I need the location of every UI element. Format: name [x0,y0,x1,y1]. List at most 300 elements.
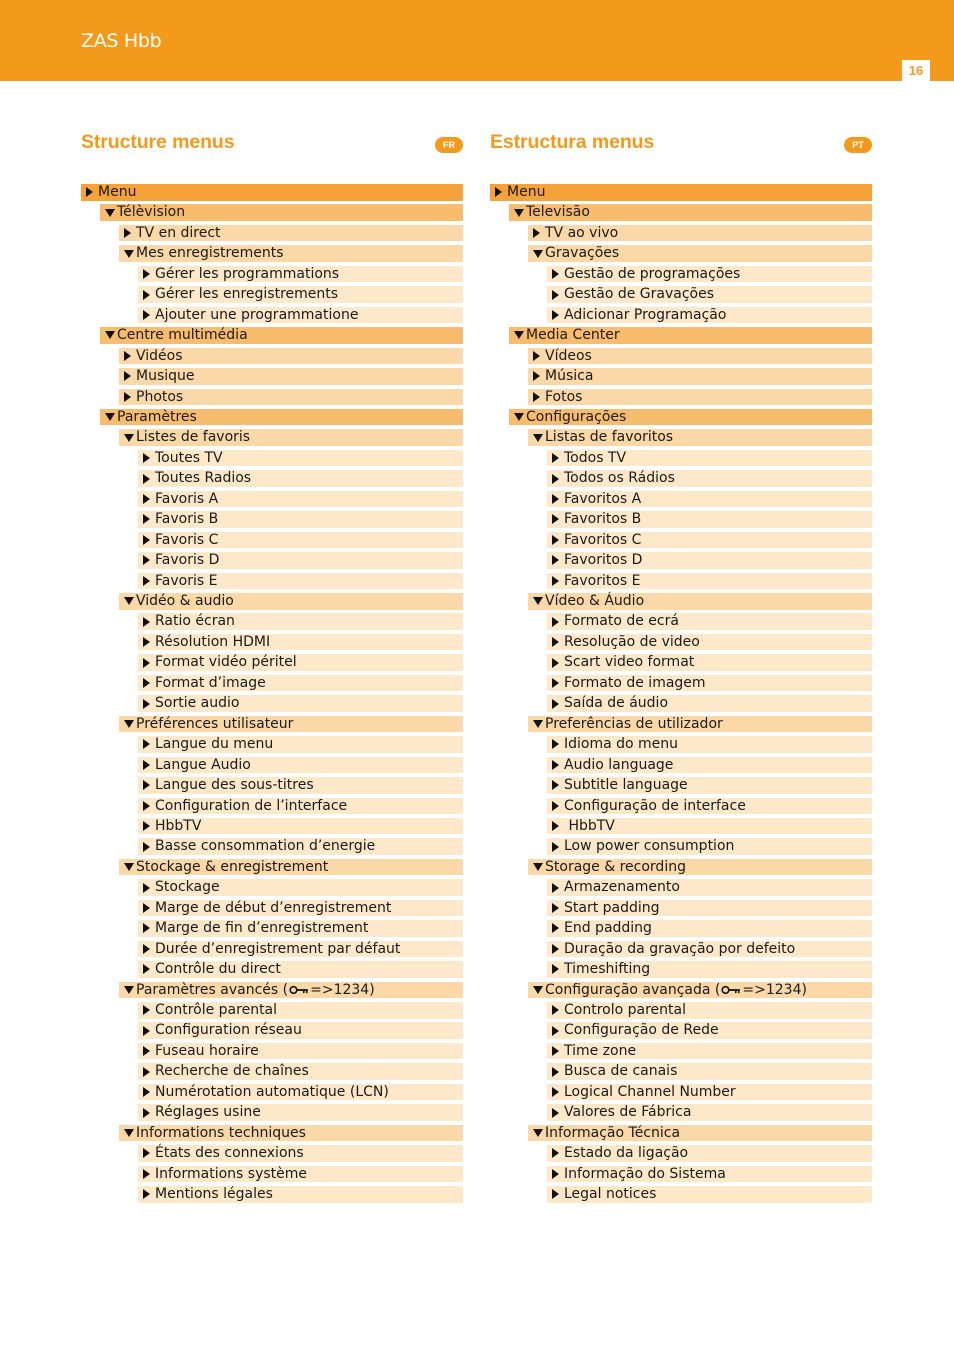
triangle-down-icon [124,246,133,262]
menu-item-label: Sortie audio [155,695,240,712]
menu-item-label: Gérer les programmations [155,265,340,282]
menu-item-label: Estado da ligação [564,1145,689,1162]
menu-item-label: Préférences utilisateur [136,715,294,732]
menu-item-label: Fotos [545,388,583,405]
triangle-right-icon [124,225,133,241]
triangle-right-icon [552,839,561,855]
menu-item-label: Informação Técnica [545,1124,681,1141]
language-badge: FR [435,137,463,153]
menu-item [138,654,463,671]
triangle-right-icon [143,450,152,466]
menu-item-label: Télèvision [117,204,186,221]
menu-item-label: Paramètres [117,408,197,425]
menu-item [528,593,872,610]
menu-item-label: Recherche de chaînes [155,1063,309,1080]
menu-item-label: Informations techniques [136,1124,306,1141]
triangle-right-icon [143,634,152,650]
menu-item [138,900,463,917]
menu-item-label: End padding [564,920,652,937]
menu-item [547,511,872,528]
triangle-right-icon [552,1105,561,1121]
key-icon [721,985,741,995]
triangle-right-icon [533,225,542,241]
menu-item [547,757,872,774]
menu-item [528,859,872,876]
menu-item [119,348,463,365]
menu-item [547,286,872,303]
menu-item [119,716,463,733]
menu-item [138,450,463,467]
menu-item [100,327,463,344]
triangle-right-icon [143,287,152,303]
menu-item-label: Media Center [526,327,620,344]
menu-item-label: Logical Channel Number [564,1083,736,1100]
triangle-right-icon [143,1064,152,1080]
menu-item-label: Configuração avançada ( [545,981,721,998]
menu-item [119,982,463,999]
menu-item [547,450,872,467]
menu-item [547,736,872,753]
menu-item-label: Televisão [526,204,590,221]
menu-item [547,634,872,651]
menu-item [490,184,872,201]
triangle-right-icon [143,307,152,323]
triangle-down-icon [514,327,523,343]
menu-item-label: Favoritos E [564,572,641,589]
menu-item-label: Toutes Radios [155,470,252,487]
menu-item [528,716,872,733]
triangle-right-icon [143,552,152,568]
menu-item-label: Format d’image [155,674,266,691]
menu-item-label: Vidéo & audio [136,593,234,609]
menu-item [138,634,463,651]
menu-item-label: Vidéos [136,347,183,364]
menu-item [509,409,872,426]
triangle-right-icon [143,471,152,487]
menu-item [138,613,463,630]
menu-item [547,675,872,692]
menu-item [138,1002,463,1019]
menu-item-label: Música [545,368,594,385]
menu-item-label: Armazenamento [564,879,680,896]
menu-item [138,798,463,815]
menu-item [138,920,463,937]
key-icon [289,985,309,995]
triangle-down-icon [105,327,114,343]
triangle-right-icon [533,348,542,364]
menu-item [547,573,872,590]
section-title: Structure menus [81,131,235,153]
menu-item [81,184,463,201]
menu-item-label: Duração da gravação por defeito [564,940,796,957]
menu-item [138,1063,463,1080]
triangle-right-icon [143,614,152,630]
menu-item-label: Gravações [545,245,620,262]
triangle-right-icon [552,696,561,712]
menu-item [547,552,872,569]
triangle-right-icon [552,573,561,589]
menu-item-label: Favoritos C [564,531,642,548]
menu-item-label: Idioma do menu [564,736,679,753]
menu-item-label: Configuração de interface [564,797,746,814]
menu-item [509,327,872,344]
menu-item [528,368,872,385]
triangle-down-icon [514,409,523,425]
menu-item-label: Favoris E [155,572,218,589]
menu-item-label: Ratio écran [155,613,235,630]
triangle-right-icon [552,614,561,630]
menu-item [138,961,463,978]
triangle-right-icon [143,1023,152,1039]
menu-item-label: Informação do Sistema [564,1165,726,1182]
menu-item [138,695,463,712]
triangle-right-icon [124,348,133,364]
menu-item [547,613,872,630]
menu-item [547,1186,872,1203]
menu-item-label: Configurações [526,408,627,425]
triangle-right-icon [552,736,561,752]
menu-item-label: Paramètres avancés ( [136,981,289,998]
menu-item [528,389,872,406]
menu-item [138,552,463,569]
menu-item [119,389,463,406]
triangle-down-icon [124,859,133,875]
menu-item-label: Marge de fin d’enregistrement [155,920,369,937]
triangle-right-icon [143,491,152,507]
menu-item [138,1104,463,1121]
triangle-down-icon [533,859,542,875]
triangle-right-icon [143,1145,152,1161]
triangle-right-icon [143,1002,152,1018]
triangle-right-icon [143,1166,152,1182]
menu-item-label: Stockage [155,879,220,896]
menu-item-label: Menu [98,184,137,200]
menu-item [138,491,463,508]
menu-item-label: Formato de imagem [564,674,706,691]
triangle-right-icon [143,532,152,548]
menu-item [138,286,463,303]
menu-item [547,695,872,712]
menu-item-label: Stockage & enregistrement [136,858,329,875]
triangle-right-icon [124,368,133,384]
menu-item [119,368,463,385]
menu-item-label: Format vidéo péritel [155,654,297,671]
menu-item-label: Favoris A [155,490,219,507]
menu-item-label: Mentions légales [155,1186,273,1203]
triangle-right-icon [143,1186,152,1202]
triangle-right-icon [552,1145,561,1161]
triangle-down-icon [124,1125,133,1141]
menu-item-label: Start padding [564,899,660,916]
triangle-right-icon [552,1064,561,1080]
triangle-right-icon [552,471,561,487]
triangle-right-icon [552,491,561,507]
triangle-right-icon [552,941,561,957]
triangle-right-icon [552,1186,561,1202]
menu-item-label: Formato de ecrá [564,613,679,630]
menu-item-suffix: =>1234) [310,981,375,998]
triangle-down-icon [105,409,114,425]
menu-item [528,429,872,446]
triangle-right-icon [552,1043,561,1059]
triangle-right-icon [143,655,152,671]
triangle-right-icon [552,675,561,691]
document-title: ZAS Hbb [81,30,162,52]
menu-item [138,838,463,855]
triangle-right-icon [143,839,152,855]
triangle-right-icon [552,900,561,916]
triangle-right-icon [533,389,542,405]
menu-item-label: Centre multimédia [117,327,248,344]
menu-item [509,204,872,221]
menu-item-label: Contrôle du direct [155,961,281,978]
menu-item [547,900,872,917]
triangle-right-icon [552,777,561,793]
menu-item [547,838,872,855]
menu-item-label: Numérotation automatique (LCN) [155,1083,389,1100]
menu-item-label: Favoritos B [564,511,642,528]
menu-item [119,1125,463,1142]
menu-item [138,777,463,794]
menu-item-label: Gestão de Gravações [564,286,715,303]
menu-item [547,1166,872,1183]
menu-item-label: Adicionar Programação [564,306,727,323]
triangle-down-icon [533,716,542,732]
menu-item-label: Marge de début d’enregistrement [155,899,392,916]
header-banner [0,0,954,81]
triangle-right-icon [552,818,561,834]
triangle-down-icon [124,593,133,609]
triangle-down-icon [124,430,133,446]
menu-item [547,798,872,815]
menu-item-label: Résolution HDMI [155,633,271,650]
menu-item-label: Subtitle language [564,777,688,794]
menu-item [547,1084,872,1101]
menu-item-label: Menu [507,184,546,200]
triangle-right-icon [143,266,152,282]
menu-item [138,1145,463,1162]
menu-item-label: Photos [136,388,184,405]
menu-item [100,204,463,221]
menu-item [119,245,463,262]
triangle-right-icon [552,307,561,323]
triangle-right-icon [552,757,561,773]
triangle-right-icon [143,696,152,712]
menu-item-label: États des connexions [155,1145,304,1162]
menu-item [547,1022,872,1039]
triangle-right-icon [552,798,561,814]
menu-item [547,1002,872,1019]
triangle-right-icon [552,655,561,671]
menu-item-label: Resolução de video [564,633,700,650]
menu-item [138,266,463,283]
menu-item-label: Legal notices [564,1186,657,1203]
triangle-down-icon [105,205,114,221]
menu-item [119,859,463,876]
menu-item-label: Storage & recording [545,858,686,875]
menu-item-label: Musique [136,368,195,385]
menu-item [119,429,463,446]
menu-item-suffix: =>1234) [742,981,807,998]
menu-item-label: Configuração de Rede [564,1022,719,1039]
triangle-right-icon [552,450,561,466]
triangle-right-icon [143,900,152,916]
triangle-right-icon [552,532,561,548]
menu-item-label: Vídeo & Áudio [545,593,645,609]
menu-item-label: Valores de Fábrica [564,1104,692,1121]
menu-item-label: Todos TV [564,449,627,466]
triangle-right-icon [495,184,504,200]
menu-item [138,675,463,692]
menu-item [138,1186,463,1203]
menu-item-label: Durée d’enregistrement par défaut [155,940,401,957]
menu-item-label: Controlo parental [564,1002,686,1018]
triangle-right-icon [143,798,152,814]
triangle-right-icon [552,1166,561,1182]
triangle-right-icon [143,941,152,957]
menu-item [528,1125,872,1142]
menu-item [547,818,872,835]
menu-item-label: Todos os Rádios [564,470,675,487]
menu-item-label: Langue des sous-titres [155,777,314,794]
triangle-right-icon [552,880,561,896]
triangle-right-icon [552,920,561,936]
menu-item-label: Configuration réseau [155,1022,302,1039]
menu-item-label: Favoris C [155,531,219,548]
triangle-down-icon [124,716,133,732]
menu-item [138,1166,463,1183]
triangle-right-icon [552,1084,561,1100]
menu-item [138,470,463,487]
triangle-right-icon [143,573,152,589]
page-number: 16 [902,60,930,81]
triangle-right-icon [86,184,95,200]
menu-item [547,307,872,324]
triangle-right-icon [143,1105,152,1121]
triangle-right-icon [143,1043,152,1059]
menu-item [138,757,463,774]
menu-item [138,573,463,590]
menu-item [547,879,872,896]
triangle-right-icon [143,880,152,896]
menu-item [547,1145,872,1162]
menu-item-label: HbbTV [564,817,615,834]
triangle-down-icon [533,593,542,609]
menu-item-label: Réglages usine [155,1104,261,1121]
menu-item [100,409,463,426]
menu-item-label: Mes enregistrements [136,245,284,262]
menu-item-label: Gestão de programações [564,265,741,282]
menu-item-label: Time zone [564,1042,637,1059]
menu-item [547,777,872,794]
triangle-right-icon [552,961,561,977]
triangle-right-icon [143,961,152,977]
triangle-down-icon [514,205,523,221]
menu-item-label: Listes de favoris [136,429,251,446]
menu-item-label: Low power consumption [564,838,735,855]
menu-item [547,920,872,937]
menu-item [528,245,872,262]
menu-item [138,1022,463,1039]
triangle-down-icon [124,982,133,998]
menu-item-label: Audio language [564,756,674,773]
triangle-right-icon [143,1084,152,1100]
menu-item [547,470,872,487]
menu-item-label: Basse consommation d’energie [155,838,376,855]
triangle-right-icon [552,552,561,568]
menu-item [119,225,463,242]
menu-item [119,593,463,610]
triangle-right-icon [143,920,152,936]
menu-item [138,511,463,528]
menu-item [547,532,872,549]
menu-item [138,736,463,753]
menu-item-label: Toutes TV [155,449,223,466]
menu-item-label: Favoritos A [564,490,642,507]
menu-item-label: Langue du menu [155,736,274,753]
menu-item-label: Fuseau horaire [155,1042,259,1059]
triangle-right-icon [533,368,542,384]
triangle-down-icon [533,982,542,998]
menu-item [528,225,872,242]
menu-item [138,1043,463,1060]
menu-item-label: Busca de canais [564,1063,678,1080]
triangle-right-icon [552,266,561,282]
menu-item [138,818,463,835]
menu-item-label: Preferências de utilizador [545,715,723,732]
menu-item [547,266,872,283]
triangle-right-icon [143,818,152,834]
menu-item-label: Ajouter une programmatione [155,306,359,323]
menu-item-label: Informations système [155,1165,308,1182]
menu-item [547,961,872,978]
menu-item-label: Timeshifting [564,961,651,978]
triangle-right-icon [552,1002,561,1018]
menu-item [547,1104,872,1121]
menu-item-label: Saída de áudio [564,695,669,712]
menu-item [547,941,872,958]
triangle-right-icon [552,287,561,303]
triangle-down-icon [533,430,542,446]
section-title: Estructura menus [490,131,655,153]
menu-item [528,982,872,999]
menu-item-label: TV ao vivo [545,224,619,241]
triangle-right-icon [552,634,561,650]
menu-item-label: TV en direct [136,224,221,241]
menu-item [547,1043,872,1060]
menu-item [138,879,463,896]
triangle-right-icon [143,675,152,691]
menu-item-label: Vídeos [545,347,592,364]
menu-item-label: Langue Audio [155,756,251,773]
menu-item [138,941,463,958]
menu-item-label: HbbTV [155,817,202,834]
menu-item-label: Favoritos D [564,552,643,569]
menu-item [547,491,872,508]
menu-item-label: Favoris B [155,511,219,528]
menu-item [138,532,463,549]
menu-item-label: Configuration de l’interface [155,797,348,814]
menu-item [138,1084,463,1101]
menu-item-label: Favoris D [155,552,220,569]
menu-item-label: Listas de favoritos [545,429,674,446]
menu-item-label: Gérer les enregistrements [155,286,339,303]
menu-item [138,307,463,324]
menu-item [547,1063,872,1080]
triangle-down-icon [533,246,542,262]
menu-item [547,654,872,671]
menu-item-label: Contrôle parental [155,1002,278,1018]
